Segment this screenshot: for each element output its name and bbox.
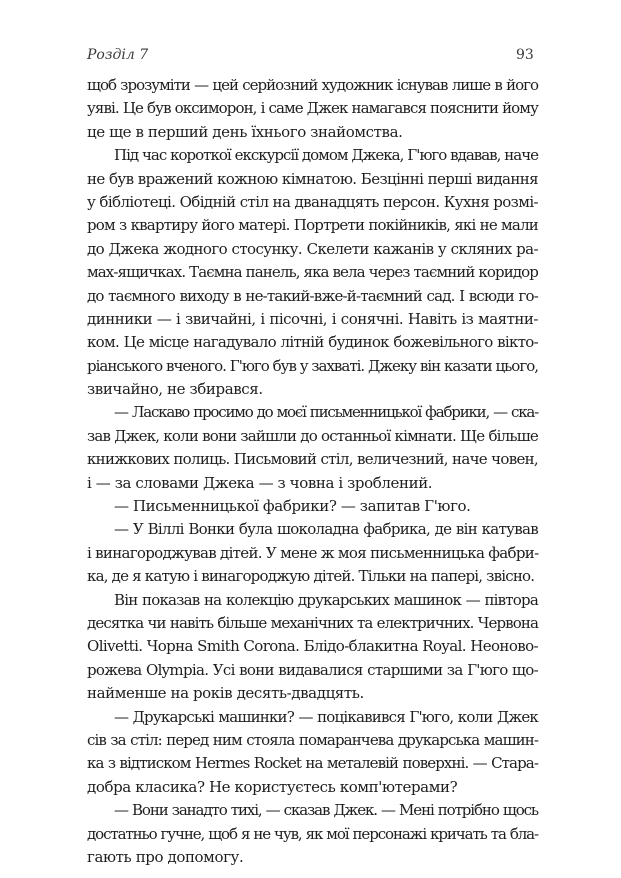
body-text — [87, 74, 538, 869]
text-line: не був вражений кожною кімнатою. Безцінні перші видання — [87, 169, 538, 188]
text-line: мах-ящичках. Таємна панель, яка вела через таємний коридор — [87, 263, 538, 282]
text-line: до таємного виходу в не-такий-вже-й-таємний сад. І всюди го- — [87, 286, 538, 305]
text-line: — Вони занадто тихі, — сказав Джек. — Мені потрібно щось — [114, 801, 538, 820]
text-line: і — за словами Джека — з човна і зроблений. — [87, 473, 433, 492]
text-line: Під час короткої екскурсії домом Джека, Г'юго вдавав, наче — [114, 146, 538, 165]
text-line: ріанського вченого. Г'юго був у захваті. Джеку він казати цього, — [87, 356, 538, 375]
text-line: до Джека жодного стосунку. Скелети кажанів у скляних ра- — [87, 239, 538, 258]
text-line: — Друкарські машинки? — поцікавився Г'юго, коли Джек — [114, 707, 538, 726]
text-line: сів за стіл: перед ним стояла помаранчева друкарська машин- — [87, 730, 538, 749]
text-line: звичайно, не збирався. — [87, 380, 263, 399]
text-line: ром з квартиру його матері. Портрети покійників, які не мали — [87, 216, 538, 235]
chapter-running-head: Розділ 7 — [87, 47, 149, 63]
text-line: динники — і звичайні, і пісочні, і сонячні. Навіть із маятни- — [87, 309, 538, 328]
text-line: уяві. Це був оксиморон, і саме Джек намагався пояснити йому — [87, 99, 538, 118]
text-line: щоб зрозуміти — цей серйозний художник існував лише в його — [87, 76, 538, 94]
text-line: у бібліотеці. Обідній стіл на дванадцять персон. Кухня розмі- — [87, 192, 538, 211]
text-line: книжкових полиць. Письмовий стіл, величезний, наче човен, — [87, 450, 538, 469]
text-line: достатньо гучне, щоб я не чув, як мої персонажі кричать та бла- — [87, 824, 538, 843]
text-line: Він показав на колекцію друкарських машинок — півтора — [114, 590, 538, 609]
text-line: — Письменницької фабрики? — запитав Г'юго. — [114, 497, 471, 516]
text-line: рожева Olympia. Усі вони видавалися старшими за Г'юго що- — [87, 660, 538, 679]
text-line: десятка чи навіть більше механічних та електричних. Червона — [87, 613, 538, 632]
text-line: Olivetti. Чорна Smith Corona. Блідо-блакитна Royal. Неоново- — [87, 637, 538, 656]
text-line: ка, де я катую і винагороджую дітей. Тільки на папері, звісно. — [87, 567, 535, 586]
text-line: ком. Це місце нагадувало літній будинок божевільного вікто- — [87, 333, 538, 352]
text-line: це ще в перший день їхнього знайомства. — [87, 122, 403, 141]
page-number: 93 — [516, 47, 534, 63]
text-line: — Ласкаво просимо до моєї письменницької фабрики, — ска- — [114, 403, 538, 422]
text-line: добра класика? Не користуєтесь комп'ютерами? — [87, 777, 458, 796]
text-line: гають про допомогу. — [87, 847, 244, 866]
text-line: ка з відтиском Hermes Rocket на металевій поверхні. — Стара- — [87, 754, 538, 773]
text-line: — У Віллі Вонки була шоколадна фабрика, де він катував — [114, 520, 538, 539]
text-line: зав Джек, коли вони зайшли до останньої кімнати. Ще більше — [87, 426, 538, 445]
text-line: найменше на років десять-двадцять. — [87, 684, 364, 703]
text-line: і винагороджував дітей. У мене ж моя письменницька фабри- — [87, 543, 539, 562]
